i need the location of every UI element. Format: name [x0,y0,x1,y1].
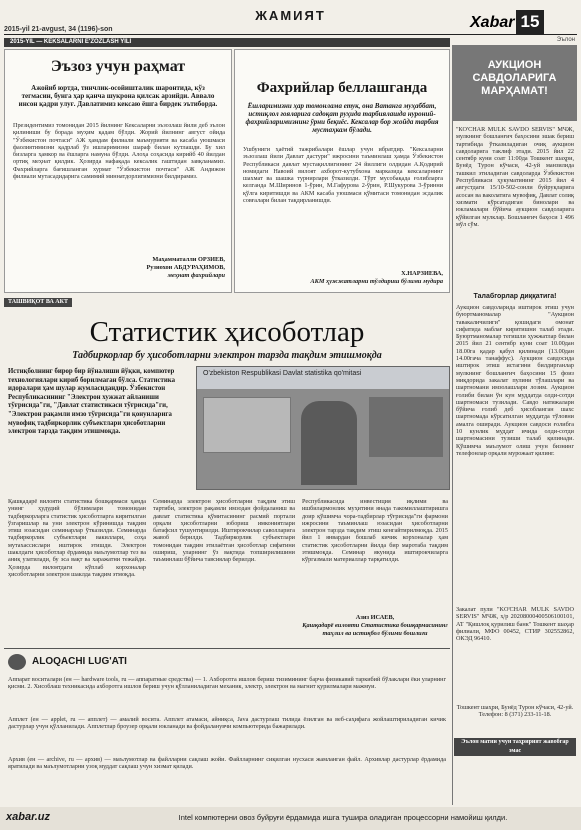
header-rule [4,34,577,35]
office-image [369,397,443,457]
thanks-body: Президентимиз томонидан 2015 йилнинг Кексаларни эъзозлаш йили деб эълон қилиниши бу борада муҳим қадам бўлди. Жорий йилнинг август ойида "Ўзбекистон почтаси" АЖ ҳамдам филиали маъмурияти ва касаба уюшмаси фаолиятимизни қадрлаб ўз ишларимизни шараф билан кутлашди. Бу хил бизларга ҳамкор ва ёшларга намуна бўлди. Алоҳа соҳасида кирийб 40 йилдан ортиқ меҳнат қилдик. Ҳозирда нафақада кексалик гаштидан завқланамиз. Фахрийларга бағишланган хурмат "Ўзбекистон почтаси" АЖ Андижон филиали мутасадидарига самимий миннатдорлигимизни билдирамиз. [13,122,225,181]
auction-body: "КО'CHAR MULK SAVDO SERVIS" МЧЖ, мулкнинг бошланғич баҳосини эшак бериш тартибида ўтказиладиган очиқ аукцион савдоларига таклиф этади. 2015 йил 22 сентябр куни соат 11:00да Тошкент шаҳри, Бунёд Турон кўчаси, 42-уй манзилида ташкил этиладиган савдоларда Ўзбекистон Республикаси ҳукуматининг 2015 йил 4 августдаги 15/10-502-сонли буйруқларига асосан ва ваколатига мувофиқ, Давлат солиқ хизмати кўрсатадиган бинолари ва юкламалари бўйича аукцион савдоларига қўйилган мулклар. Бошланғич баҳоси 1 496 мўл сўм. [456,126,574,228]
veterans-article [234,49,450,293]
report-sign-1: Азиз ИСАЕВ, [355,614,395,621]
report-section-tag: ТАШВИҚОТ ВА АКТ [4,298,72,307]
auction-body-2: Аукцион савдоларида иштирок этиш учун буюртманомалар "Аукцион тавакаличилиги" қошидаги омонат сифатида маблағ киритишни талаб этади. Буюртманомалар тегишли ҳужжатлар билан 2015 йил 21 сентябр куни соат 10.00дан 18.00га қадар қабул қилинади (13.00дан 14.00гача танаффус). Аукцион савдосида иштирок этиш истагини билдирганлар мулкнинг бошланғич баҳосини 15 фоиз миқдорида закалат пулини тўлашлари ва шартномани имзолашлари лозим. Аукцион ғолиби билан ўн кун муддатда олди-сотди шартномаси тузилади. Савдо натижалари бўйича ғолиб деб ҳисобланган шахс шартномада кўрсатилган муддатда тўловни амалга оширади. Аукцион савдоси ғолибга 10 кунлик муддат ичида олди-сотди шартномасини тузиши талаб қилинади. Қўшимча маълумот олиш учун бизнинг телефонлар орқали мурожаат қилинг. [456,304,574,457]
right-column-divider [452,45,453,805]
glossary-entry-1: Аппарат воситалари (ен — hardware tools, ru — аппаратные средства) — 1. Ахборотга ишлов бериш тизимининг барча физикавий таркибий бўлаклари ёки уларнинг қисми. 2. Хисоблаш техникасида ахборотга ишлов бериш учун қўлланиладиган механик, электр, электрон ва магнит қурилмалари мажмуи. [8,676,446,691]
glossary-entry-2: Апплет (ен — applet, ru — апплет) — амалий восита. Апплет атамаси, айниқса, Java дастурлаш тилида ёзилган ва веб-саҳифага жойлаштириладиган кичик дастурлар учун қўлланилади. Апплетлар броузер орқали юкланади ва фойдаланувчи компьютерида бажарилади. [8,716,446,731]
veterans-title: Фахрийлар беллашганда [256,80,428,96]
thanks-article [4,49,232,293]
thanks-lead: Ажойиб юртда, тинчлик-осойишталик шаронтида, кўз тегмасин, бунга ҳар қанча шукрона қилсак арзийди. Аввало инсон қадри улуғ. Давлатимиз кексаю ёшга бирдек эътиборда. [18,84,218,108]
report-photo [196,366,450,490]
footer-site[interactable]: xabar.uz [6,811,51,823]
newspaper-logo: Xabar [470,14,515,31]
auction-notice-title: Талабгорлар диққатига! [473,293,557,300]
thanks-sign-1: Маҳамматалли ОРЗИЕВ, [152,256,225,263]
report-column-3: Республикасида инвестиция иқлими ва ишбилармонлик муҳитини янада такомиллаштиришга доир қўшимча чора-тадбирлар тўғрисида"ги фармони ижросини таъминлаш юзасидан ҳисоботларни электрон тарзда тақдим этиш кенгайтирилмоқда. 2015 йил 1 январдан бошлаб кичик корхоналар ҳам статистик ҳисоботларни йилда бир маротаба тақдим этишмоқда. Семинар якунида иштирокчиларга кўргазмали материаллар тарқатилди. [302,498,448,564]
veterans-sign-2: АКМ ҳужжатларни тўлдириш бўлими мудира [310,278,443,285]
section-title: ЖАМИЯТ [255,8,326,23]
report-sign-2: Қашқадарё вилояти Статистика бошқармасининг таҳлил ва истиқбол бўлими бошлиғи [302,622,448,637]
auction-bank-details: Закалат пули "KO'CHAR MULK SAVDO SERVIS" МЧЖ, ҳ/р 20208000400506100101, АТ "Қишлоқ қурилиш банк" Тошкент шаҳар филиали, МФО 00452, СТИР 302552862, ОКЭД 96410. [456,606,574,643]
ad-disclaimer: Эълон матни учун таҳририят жавобгар эмас [454,738,576,756]
year-banner: 2015-YIL — KEKSALARNI E'ZOZLASH YILI [4,38,450,47]
report-column-2: Семинарда электрон ҳисоботларни тақдим этиш тартиби, электрон рақамли имзодан фойдаланиш ва давлат статистика қўмитасининг расмий портали орқали ҳисоботларни юбориш имкониятлари батафсил тушунтирилди. Иштирокчилар саволларига жавоб берилди. Тадбиркорлик субъектлари томонидан тақдим этилаётган ҳисоботлар сифатини ошириш, уларнинг ўз вақтида топширилишини таъминлаш бўйича тавсиялар берилди. [153,498,295,564]
report-subtitle: Тадбиркорлар бу ҳисоботларни электрон тарзда тақдим этишмоқда [72,350,382,361]
issue-date: 2015-yil 21-avgust, 34 (1196)-son [4,26,113,33]
glossary-icon [8,654,26,670]
person-image [301,401,357,485]
thanks-sign-2: Рузиохон АБДУРАҲИМОВ, [146,264,225,271]
auction-banner [452,45,577,121]
page-number: 15 [516,10,544,34]
glossary-title: ALOQACHI LUG'ATI [32,656,127,667]
monitor-image [203,397,291,453]
auction-title: АУКЦИОН САВДОЛАРИГА МАРҲАМАТ! [472,59,557,97]
portal-caption: O'zbekiston Respublikasi Davlat statistika qo'mitasi [197,367,449,389]
report-lead: Истиқболнинг бирор бир йўналиши йўқки, компютер технологиялари кириб борилмаган бўлса. Статистика идоралари ҳам шулар жумласидандир. Ўзбекистон Республикасининг "Электрон хужжат айланиши тўғрисида"ги, "Давлат статистикаси тўғрисида"ги, "Электрон рақамли имзо тўғрисида"ги қонунларига мувофиқ тадбиркорлик субъектлари ҳисоботларни электрон тарзда тақдим этишмоқда. [8,368,175,436]
thanks-title: Эъзоз учун раҳмат [50,58,186,75]
veterans-body: Ушбуниги ҳаётий тажрибалари ёшлар учун ибратдир. "Кексаларни эъзозлаш йили Давлат дастури" ижросини таъминлаш ҳамда Ўзбекистон Республикаси давлат мустақиллигининг 24 йиллиги олдидан А.Қодирий номидаги Навоий вилоят ахборот-кутубхона марказида кексаларнинг шахмат ва шашка турнирлари ўтказилди. Тўрт мусобақада ғолибларга келганда М.Ширинов 1-ўрин, М.Гафурова 2-ўрин, Р.Шукурова 3-ўринни қўлга киритишди ва АКМ касаба уюшмаси қўмитаси томонидан эсдалик совғалари билан тақдирланишди. [243,146,443,205]
veterans-lead: Ёшларимизни ҳар томонлама етук, она Ватанга муҳаббат, истиқлол ғояларига садоқат руҳида тарбиялашда нуроний-фахрийларимизнинг ўрни беқиёс. Кексалар бор жойда тарбия мустаҳкам бўлади. [245,102,439,134]
page-footer [0,807,581,830]
auction-contact: Тошкент шаҳри, Бунёд Турон кўчаси, 42-уй. Телефон: 8 (371) 233-11-18. [456,704,574,719]
veterans-sign-1: Х.НАРЗИЕВА, [401,270,443,277]
glossary-rule [4,648,450,649]
report-column-1: Қашқадарё вилояти статистика бошқармаси ҳамда унинг ҳудудий бўлимлари томонидан тадбиркорларга статистик ҳисоботларга киритилган ўзгаришлар ва уни электрон кўринишда тақдим этиш юзасидан семинарлар ўтказилди. Семинарда тадбиркорлик субъектлари вакиллари, соҳа мутахассислари иштирок этишди. Электрон шаклдаги ҳисоботлар ёрдамида маълумотлар тез ва аниқ узатилади, бу эса вақт ва харажатни тежайди. Ҳозирда вилоятдаги кўплаб корхоналар ҳисоботларни электрон шаклда тақдим этмоқда. [8,498,146,578]
glossary-entry-3: Архив (ен — archive, ru — архив) — маълумотлар ва файлларни сақлаш жойи. Файлларнинг сиқилган нусхаси жамланган файл. Архивлар дастурлар ёрдамида яратилади ва маълумотларни узоқ муддат сақлаш учун хизмат қилади. [8,756,446,771]
footer-slogan: Intel компютерни овоз буйруғи ёрдамида ишга тушира оладиган процессорни намойиш қилди. [178,813,508,822]
thanks-sign-3: меҳнат фахрийлари [167,272,225,279]
ad-source-label: Эълон [556,37,575,43]
report-title: Статистик ҳисоботлар [89,316,365,348]
